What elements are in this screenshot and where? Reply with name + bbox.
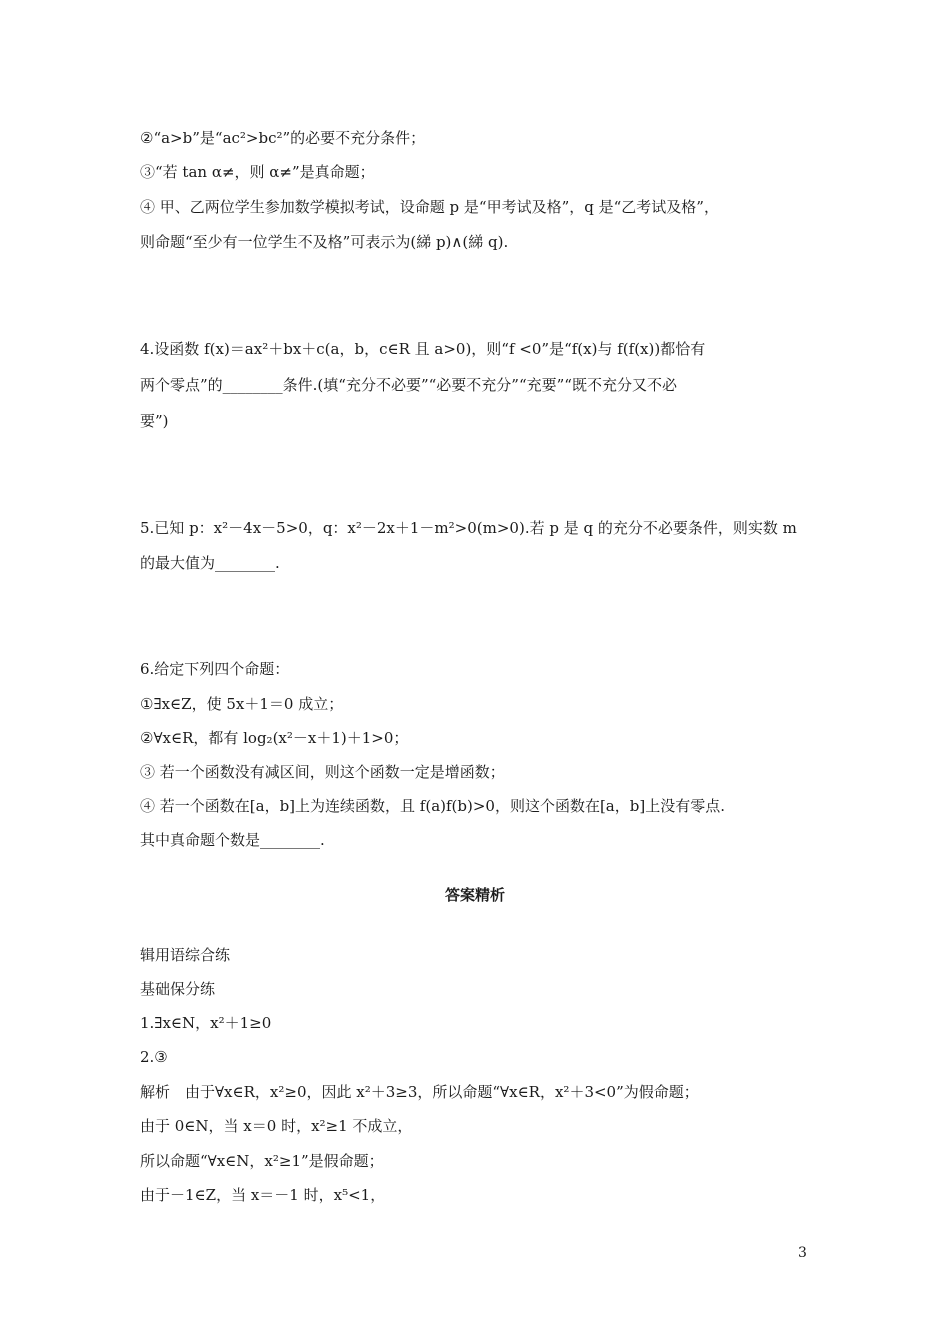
text-line: 2.③ — [140, 1048, 168, 1066]
text-line: 其中真命题个数是________. — [140, 831, 325, 849]
page-number: 3 — [798, 1245, 807, 1261]
text-line: 6.给定下列四个命题： — [140, 660, 290, 678]
text-line: 1.∃x∈N，x²＋1≥0 — [140, 1014, 272, 1032]
text-line: 5.已知 p：x²－4x－5>0，q：x²－2x＋1－m²>0(m>0).若 p 是 q 的充分不必要条件，则实数 m — [140, 519, 797, 537]
text-line: ①∃x∈Z，使 5x＋1＝0 成立； — [140, 695, 344, 713]
text-line: ④ 若一个函数在[a，b]上为连续函数，且 f(a)f(b)>0，则这个函数在[a，b]上没有零点. — [140, 797, 725, 815]
text-line: ②∀x∈R，都有 log₂(x²－x＋1)＋1>0； — [140, 729, 409, 747]
text-line: 由于－1∈Z，当 x＝－1 时，x⁵<1， — [140, 1186, 386, 1204]
text-line: ③ 若一个函数没有减区间，则这个函数一定是增函数； — [140, 763, 505, 781]
text-line: ②“a>b”是“ac²>bc²”的必要不充分条件； — [140, 129, 426, 147]
text-line: 要”) — [140, 412, 169, 430]
answer-title: 答案精析 — [444, 886, 505, 904]
text-line: 的最大值为________. — [140, 554, 280, 572]
text-line: 辑用语综合练 — [140, 946, 231, 964]
text-line: 两个零点”的________条件.(填“充分不必要”“必要不充分”“充要”“既不充分又不必 — [140, 376, 677, 394]
text-line: ③“若 tan α≠，则 α≠”是真命题； — [140, 163, 375, 181]
text-line: 4.设函数 f(x)＝ax²＋bx＋c(a，b，c∈R 且 a>0)，则“f <0”是“f(x)与 f(f(x))都恰有 — [140, 340, 706, 358]
text-line: 则命题“至少有一位学生不及格”可表示为(綈 p)∧(綈 q). — [140, 233, 509, 251]
text-line: ④ 甲、乙两位学生参加数学模拟考试，设命题 p 是“甲考试及格”，q 是“乙考试及格”， — [140, 198, 719, 216]
text-line: 由于 0∈N，当 x＝0 时，x²≥1 不成立， — [140, 1117, 413, 1135]
text-line: 基础保分练 — [140, 980, 216, 998]
text-line: 所以命题“∀x∈N，x²≥1”是假命题； — [140, 1152, 384, 1170]
text-line: 解析 由于∀x∈R，x²≥0，因此 x²＋3≥3，所以命题“∀x∈R，x²＋3<0”为假命题； — [140, 1083, 699, 1101]
